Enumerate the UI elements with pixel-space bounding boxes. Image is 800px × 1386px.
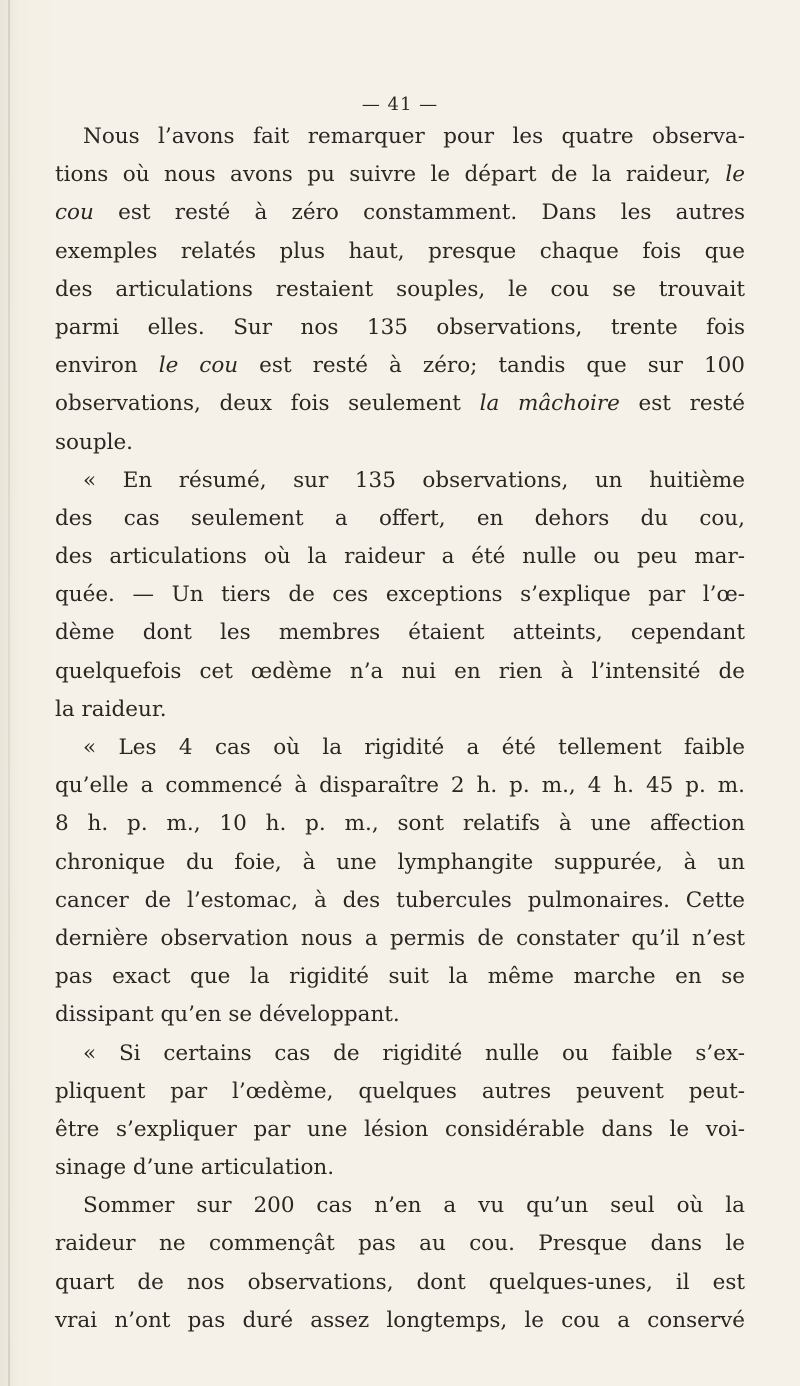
text-line: « Si certains cas de rigidité nulle ou faible s’ex- <box>83 1040 745 1066</box>
text-line: qu’elle a commencé à disparaître 2 h. p. m., 4 h. 45 p. m. <box>55 773 745 799</box>
body-text <box>55 118 745 1340</box>
binding-shadow <box>8 0 10 1386</box>
text-line: dernière observation nous a permis de constater qu’il n’est <box>55 925 745 951</box>
text-line: cou est resté à zéro constamment. Dans les autres <box>55 200 745 226</box>
text-line: environ le cou est resté à zéro; tandis que sur 100 <box>55 353 745 379</box>
text-line: Sommer sur 200 cas n’en a vu qu’un seul où la <box>83 1193 745 1219</box>
page-number: — 41 — <box>361 94 439 115</box>
text-line: vrai n’ont pas duré assez longtemps, le cou a conservé <box>55 1307 745 1333</box>
text-line: sinage d’une articulation. <box>55 1155 335 1181</box>
text-line: des articulations où la raideur a été nulle ou peu mar- <box>55 544 745 570</box>
text-line: quart de nos observations, dont quelques-unes, il est <box>55 1269 745 1295</box>
text-line: cancer de l’estomac, à des tubercules pulmonaires. Cette <box>55 887 745 913</box>
text-line: souple. <box>55 429 134 455</box>
text-line: dissipant qu’en se développant. <box>55 1002 400 1028</box>
text-line: pliquent par l’œdème, quelques autres peuvent peut- <box>55 1078 745 1104</box>
text-line: « En résumé, sur 135 observations, un huitième <box>83 467 745 493</box>
text-line: des articulations restaient souples, le cou se trouvait <box>55 276 745 302</box>
text-line: observations, deux fois seulement la mâchoire est resté <box>55 391 745 417</box>
text-line: « Les 4 cas où la rigidité a été tellement faible <box>83 735 745 760</box>
text-line: 8 h. p. m., 10 h. p. m., sont relatifs à une affection <box>55 811 745 837</box>
text-line: tions où nous avons pu suivre le départ de la raideur, le <box>55 162 745 188</box>
text-line: quée. — Un tiers de ces exceptions s’explique par l’œ- <box>55 582 745 608</box>
text-line: exemples relatés plus haut, presque chaque fois que <box>55 238 745 264</box>
text-line: dème dont les membres étaient atteints, cependant <box>55 620 745 646</box>
text-line: la raideur. <box>55 696 167 722</box>
text-line: des cas seulement a offert, en dehors du cou, <box>55 505 745 531</box>
text-line: raideur ne commençât pas au cou. Presque dans le <box>55 1231 745 1257</box>
text-line: pas exact que la rigidité suit la même marche en se <box>55 964 745 990</box>
text-line: être s’expliquer par une lésion considérable dans le voi- <box>55 1116 745 1142</box>
text-line: Nous l’avons fait remarquer pour les quatre observa- <box>83 124 745 149</box>
text-line: quelquefois cet œdème n’a nui en rien à l’intensité de <box>55 658 745 684</box>
text-line: parmi elles. Sur nos 135 observations, trente fois <box>55 314 745 340</box>
text-line: chronique du foie, à une lymphangite suppurée, à un <box>55 849 745 875</box>
